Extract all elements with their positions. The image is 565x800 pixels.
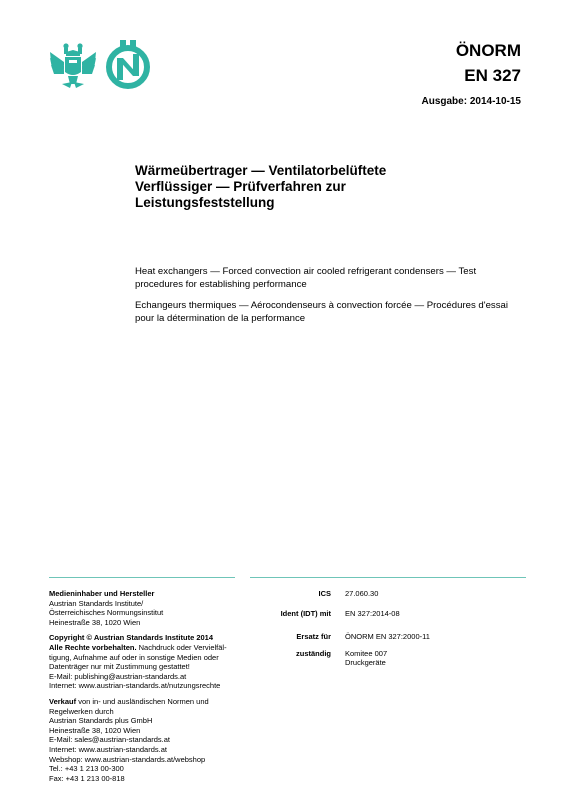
ics-label: ICS [318,589,331,598]
sales-fax: Fax: +43 1 213 00-818 [49,773,125,783]
sales-line: Austrian Standards plus GmbH [49,716,153,726]
zustaendig-label: zuständig [296,648,331,658]
divider-right [250,577,526,578]
norm-code [456,38,521,88]
ident-label: Ident (IDT) mit [280,608,331,618]
meta-row-ersatz [250,632,530,642]
divider-left [49,577,235,578]
copyright-line: tigung, Aufnahme auf oder in sonstige Medien oder [49,652,219,662]
austrian-eagle-icon [48,40,98,90]
sales-webshop: Webshop: www.austrian-standards.at/webshop [49,754,206,764]
sales-heading: Verkauf [49,696,77,706]
title-french: Echangeurs thermiques — Aérocondenseurs à convection forcée — Procédures d'essai pour la détermination de la performance [135,300,508,324]
sales-heading-line [49,697,249,707]
copyright-line: Datenträger nur mit Zustimmung gestattet! [49,662,190,672]
sales-block [49,697,249,783]
ident-value: EN 327:2014-08 [345,608,400,618]
norm-code-line2: EN 327 [464,66,521,85]
sales-line: Regelwerken durch [49,706,114,716]
meta-row-zustaendig [250,649,530,668]
meta-row-ics [250,589,530,599]
copyright-block [49,633,249,691]
copyright-heading: Copyright © Austrian Standards Institute 2014 [49,633,214,643]
ics-value: 27.060.30 [345,589,379,598]
title-english: Heat exchangers — Forced convection air cooled refrigerant condensers — Test procedures for establishing performance [135,266,477,290]
publisher-heading: Medieninhaber und Hersteller [49,589,155,598]
imprint-column [49,589,249,789]
committee: Komitee 007 [345,648,388,658]
title-german: Wärmeübertrager — Ventilatorbelüftete Verflüssiger — Prüfverfahren zur Leistungsfeststellung [135,163,387,210]
publisher-line: Heinestraße 38, 1020 Wien [49,617,141,627]
zustaendig-value [345,649,530,668]
sales-phone: Tel.: +43 1 213 00-300 [49,764,124,774]
publisher-line: Austrian Standards Institute/ [49,598,144,608]
ersatz-value: ÖNORM EN 327:2000-11 [345,632,430,642]
sales-email: E-Mail: sales@austrian-standards.at [49,735,170,745]
committee-topic: Druckgeräte [345,658,386,668]
rights-rest: Nachdruck oder Vervielfäl- [136,642,227,652]
norm-code-line1: ÖNORM [455,41,521,60]
metadata-table [250,589,530,668]
publisher-line: Österreichisches Normungsinstitut [49,608,164,618]
copyright-internet: Internet: www.austrian-standards.at/nutzungsrechte [49,681,221,691]
sales-line: Heinestraße 38, 1020 Wien [49,725,141,735]
copyright-rights-line [49,643,249,653]
ersatz-label: Ersatz für [296,632,331,642]
meta-row-ident [250,609,530,619]
copyright-email: E-Mail: publishing@austrian-standards.at [49,671,187,681]
sales-heading-rest: von in- und ausländischen Normen und [76,696,209,706]
sales-internet: Internet: www.austrian-standards.at [49,744,167,754]
rights-reserved: Alle Rechte vorbehalten. [49,642,137,652]
on-monogram-icon [103,38,153,90]
publisher-block [49,589,249,627]
issue-date: Ausgabe: 2014-10-15 [421,96,521,107]
